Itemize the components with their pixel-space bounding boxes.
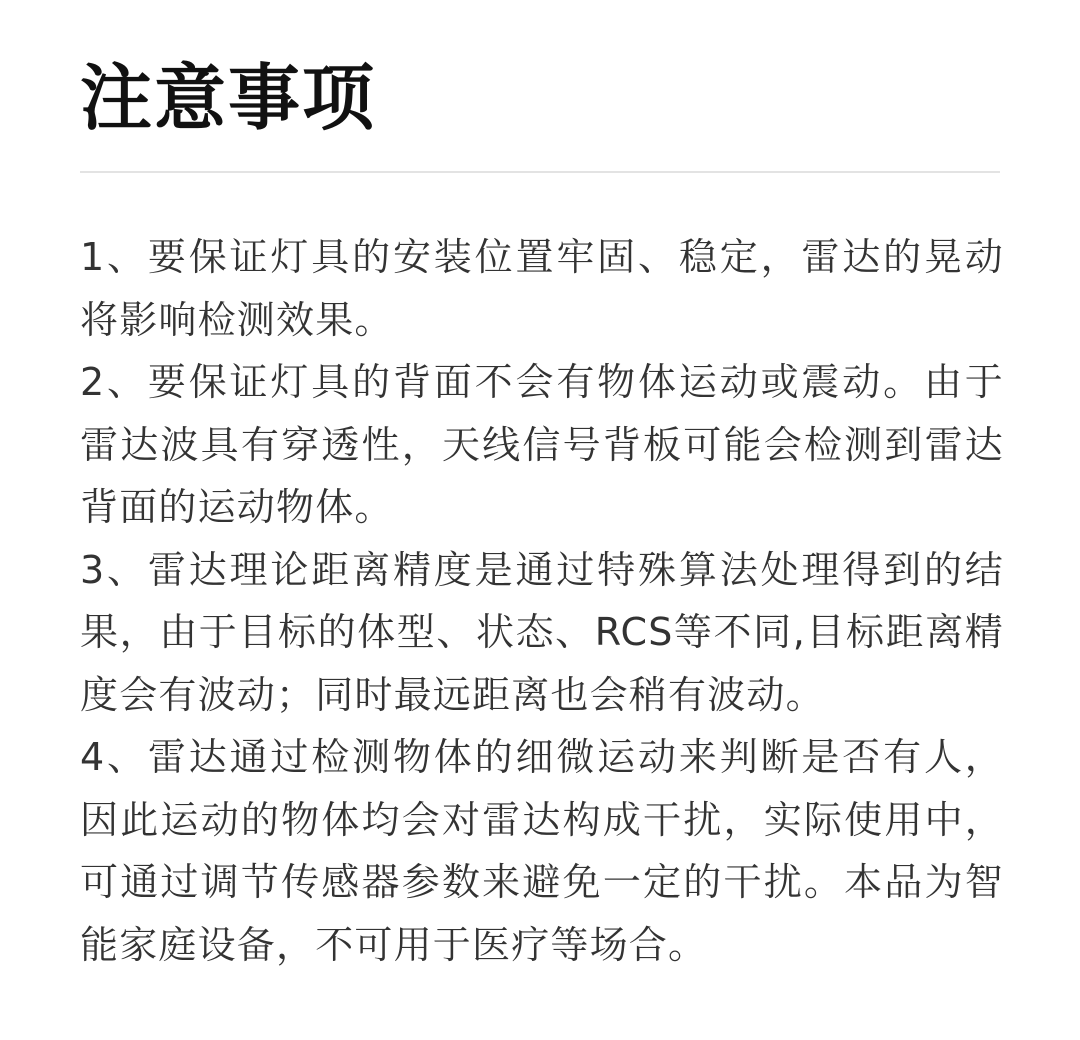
title-divider (80, 171, 1000, 173)
notes-list (80, 226, 1004, 976)
note-item-3: 3、雷达理论距离精度是通过特殊算法处理得到的结果，由于目标的体型、状态、RCS等不同,目标距离精度会有波动；同时最远距离也会稍有波动。 (80, 547, 1004, 717)
page-title: 注意事项 (80, 56, 377, 140)
note-item-2: 2、要保证灯具的背面不会有物体运动或震动。由于雷达波具有穿透性，天线信号背板可能会检测到雷达背面的运动物体。 (80, 360, 1004, 529)
note-item-1: 1、要保证灯具的安装位置牢固、稳定，雷达的晃动将影响检测效果。 (80, 235, 1004, 342)
note-item-4: 4、雷达通过检测物体的细微运动来判断是否有人，因此运动的物体均会对雷达构成干扰，实际使用中，可通过调节传感器参数来避免一定的干扰。本品为智能家庭设备，不可用于医疗等场合。 (80, 735, 1004, 967)
